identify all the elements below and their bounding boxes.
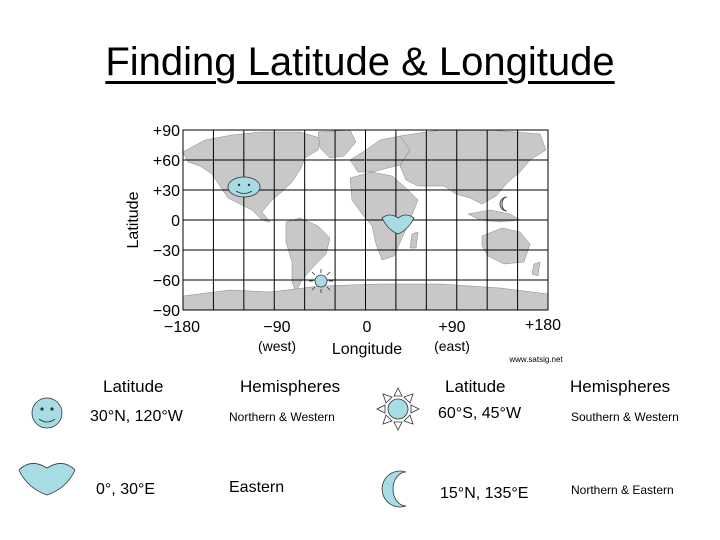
left-row1-hemisphere: Northern & Western [229, 410, 335, 424]
west-label: (west) [257, 338, 297, 354]
left-hemispheres-header: Hemispheres [240, 377, 341, 396]
longitude-tick-label: +180 [524, 317, 562, 334]
asia-land [400, 130, 546, 204]
latitude-axis-label: Latitude [125, 191, 142, 249]
map-smiley-marker [228, 177, 260, 197]
latitude-tick-label: +60 [152, 153, 180, 170]
longitude-tick-label: −90 [263, 319, 291, 336]
greenland-land [318, 130, 356, 158]
latitude-tick-label: −60 [152, 273, 180, 290]
east-label: (east) [434, 338, 470, 354]
left-latitude-header: Latitude [103, 377, 164, 396]
left-row1-coords: 30°N, 120°W [90, 408, 183, 425]
crescent-moon-icon [382, 471, 406, 507]
australia-land [482, 228, 530, 264]
latitude-tick-label: 0 [171, 213, 180, 230]
latitude-tick-label: −30 [152, 243, 180, 260]
longitude-tick-labels [164, 317, 561, 336]
right-row2-hemisphere: Northern & Eastern [571, 483, 674, 497]
longitude-tick-label: +90 [438, 319, 466, 336]
right-row2-coords: 15°N, 135°E [440, 485, 529, 502]
right-latitude-header: Latitude [445, 377, 506, 396]
heart-icon [19, 463, 75, 495]
left-row2-coords: 0°, 30°E [96, 481, 156, 498]
smiley-face-icon [32, 398, 62, 428]
longitude-tick-label: −180 [163, 319, 201, 336]
north-america-land [183, 132, 320, 222]
latitude-tick-labels [153, 123, 180, 320]
longitude-tick-label: 0 [362, 319, 372, 336]
credit-text: www.satsig.net [509, 355, 563, 364]
latitude-tick-label: −90 [152, 303, 180, 320]
new-zealand-land [532, 262, 540, 276]
map-sun-marker [309, 269, 333, 293]
madagascar-land [410, 232, 418, 248]
latitude-tick-label: +90 [152, 123, 180, 140]
right-row1-coords: 60°S, 45°W [438, 405, 522, 422]
map-moon-marker [500, 197, 507, 211]
right-row1-hemisphere: Southern & Western [571, 410, 679, 424]
longitude-axis-label: Longitude [331, 341, 403, 358]
left-row2-hemisphere: Eastern [229, 479, 285, 496]
sun-icon [377, 388, 419, 430]
page-title: Finding Latitude & Longitude [105, 40, 615, 84]
right-hemispheres-header: Hemispheres [570, 377, 671, 396]
latitude-tick-label: +30 [152, 183, 180, 200]
